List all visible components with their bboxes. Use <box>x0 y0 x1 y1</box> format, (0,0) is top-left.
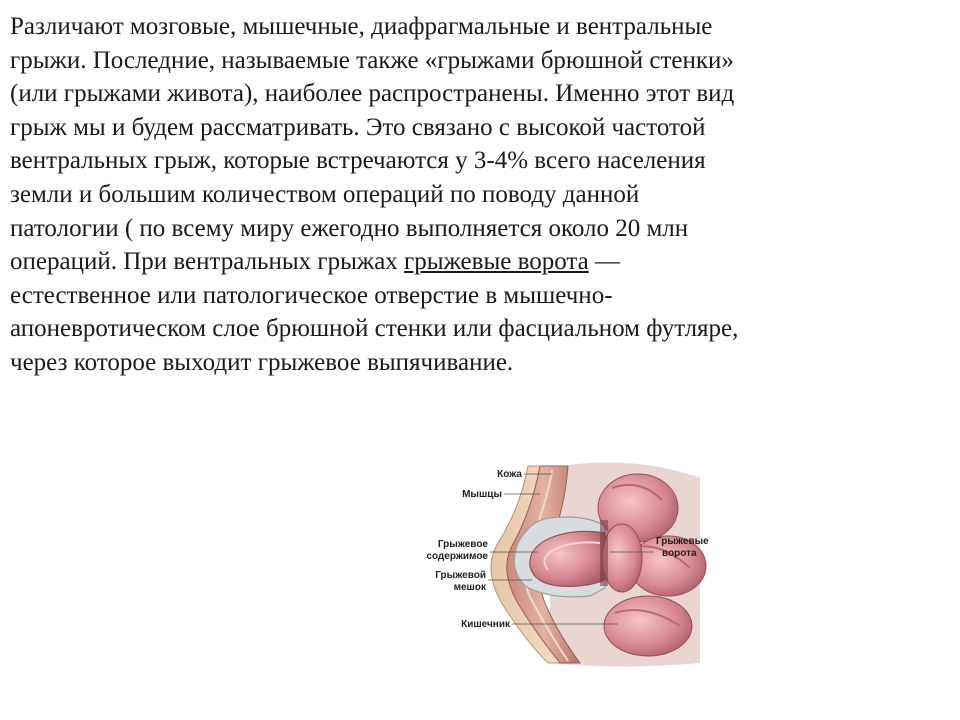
label-content-1: Грыжевое <box>437 539 488 550</box>
label-muscles: Мышцы <box>462 489 502 500</box>
text-line: естественное или патологическое отверстие в мышечно- <box>10 281 613 309</box>
main-paragraph <box>10 10 950 380</box>
label-skin: Кожа <box>497 469 522 480</box>
hernia-illustration <box>400 448 730 670</box>
text-line: грыжи. Последние, называемые также «грыжами брюшной стенки» <box>10 46 734 74</box>
text-line: вентральных грыж, которые встречаются у 3-4% всего населения <box>10 147 706 175</box>
text-line: через которое выходит грыжевое выпячивание. <box>10 348 514 376</box>
hernia-gate-link[interactable]: грыжевые ворота <box>404 248 589 276</box>
text-line: апоневротическом слое брюшной стенки или фасциальном футляре, <box>10 315 739 343</box>
label-sac-1: Грыжевой <box>435 570 486 581</box>
hernia-diagram <box>400 448 730 670</box>
text-line <box>10 245 950 279</box>
label-gate-1: Грыжевые <box>656 536 709 547</box>
label-gate-2: ворота <box>662 548 697 559</box>
text-line: Различают мозговые, мышечные, диафрагмальные и вентральные <box>10 13 713 40</box>
text-line: патологии ( по всему миру ежегодно выполняется около 20 млн <box>10 214 689 242</box>
label-intestine: Кишечник <box>461 619 510 630</box>
text-segment: операций. При вентральных грыжах <box>10 248 405 276</box>
hernia-gate <box>600 520 608 586</box>
text-segment: — <box>588 248 620 276</box>
text-line: грыж мы и будем рассматривать. Это связано с высокой частотой <box>10 113 706 141</box>
label-sac-2: мешок <box>453 582 486 593</box>
label-content-2: содержимое <box>426 551 488 562</box>
text-line: (или грыжами живота), наиболее распространены. Именно этот вид <box>10 80 735 108</box>
text-line: земли и большим количеством операций по поводу данной <box>10 180 640 208</box>
